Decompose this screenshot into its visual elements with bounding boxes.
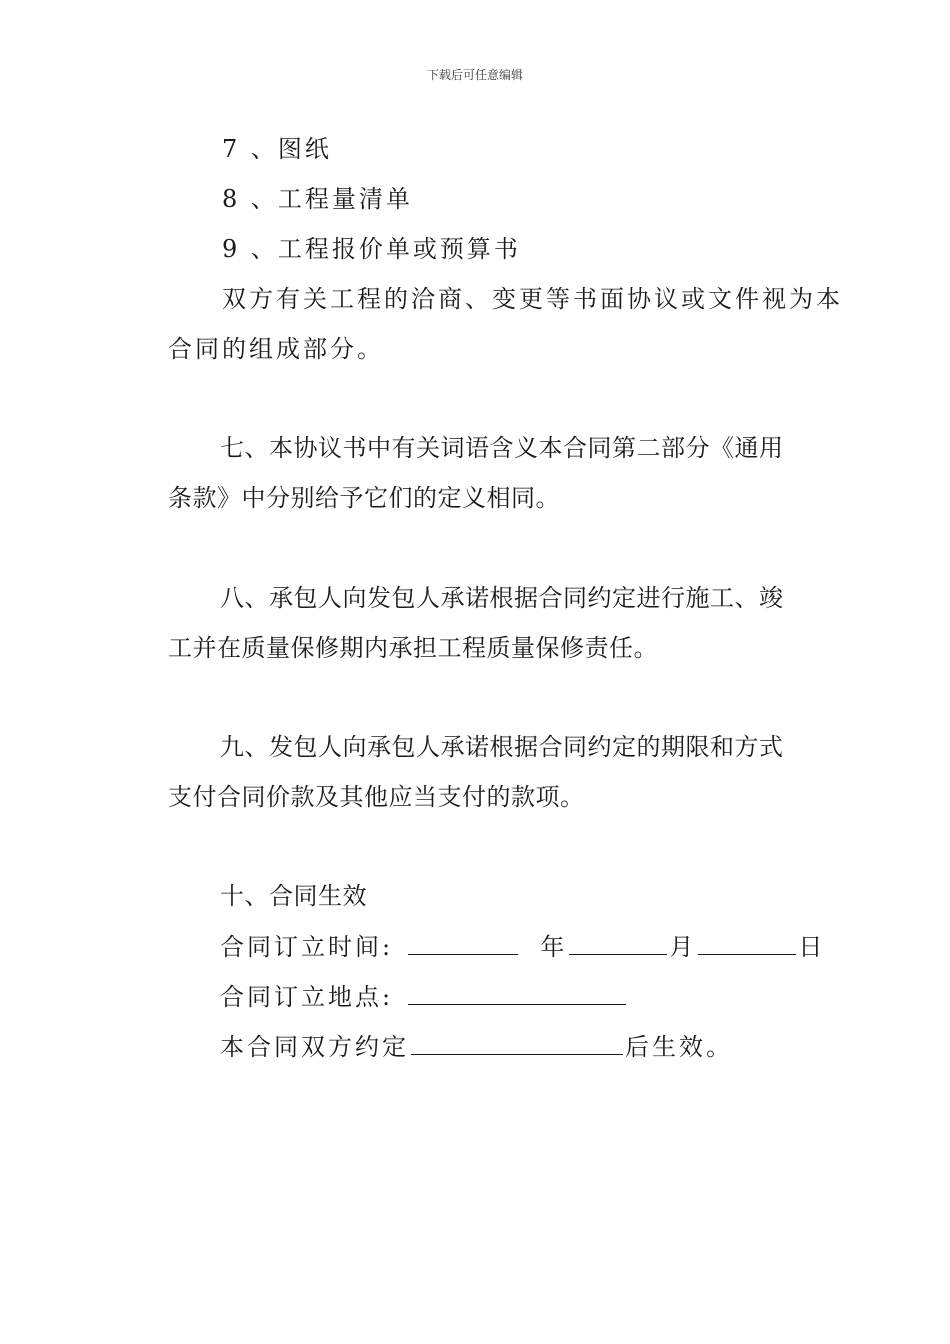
day-blank <box>698 930 796 955</box>
clause-nine-line: 九、发包人向承包人承诺根据合同约定的期限和方式 <box>220 733 784 761</box>
month-label: 月 <box>669 933 697 961</box>
day-label: 日 <box>798 933 826 961</box>
list-item: 8 、工程量清单 <box>222 185 413 213</box>
paragraph-line: 双方有关工程的洽商、变更等书面协议或文件视为本 <box>222 285 843 313</box>
clause-eight-line: 工并在质量保修期内承担工程质量保修责任。 <box>168 634 658 662</box>
effective-blank <box>411 1030 623 1055</box>
clause-seven-line: 七、本协议书中有关词语含义本合同第二部分《通用 <box>220 434 784 462</box>
effective-prefix: 本合同双方约定 <box>220 1033 409 1061</box>
contract-place-row <box>220 980 628 1013</box>
year-label: 年 <box>540 933 568 961</box>
contract-time-label: 合同订立时间: <box>220 933 394 961</box>
month-blank <box>569 930 667 955</box>
clause-nine-line: 支付合同价款及其他应当支付的款项。 <box>168 783 585 811</box>
paragraph-line: 合同的组成部分。 <box>168 335 384 363</box>
list-item: 9 、工程报价单或预算书 <box>222 235 521 263</box>
list-item: 7 、图纸 <box>222 135 332 163</box>
contract-effective-row <box>220 1030 733 1063</box>
clause-eight-line: 八、承包人向发包人承诺根据合同约定进行施工、竣 <box>220 584 784 612</box>
clause-ten-title: 十、合同生效 <box>220 882 367 910</box>
place-blank <box>408 980 626 1005</box>
effective-suffix: 后生效。 <box>625 1033 733 1061</box>
contract-time-row <box>220 930 825 963</box>
contract-place-label: 合同订立地点: <box>220 983 394 1011</box>
page-header: 下载后可任意编辑 <box>426 68 523 82</box>
year-blank <box>408 930 518 955</box>
clause-seven-line: 条款》中分别给予它们的定义相同。 <box>168 484 560 512</box>
